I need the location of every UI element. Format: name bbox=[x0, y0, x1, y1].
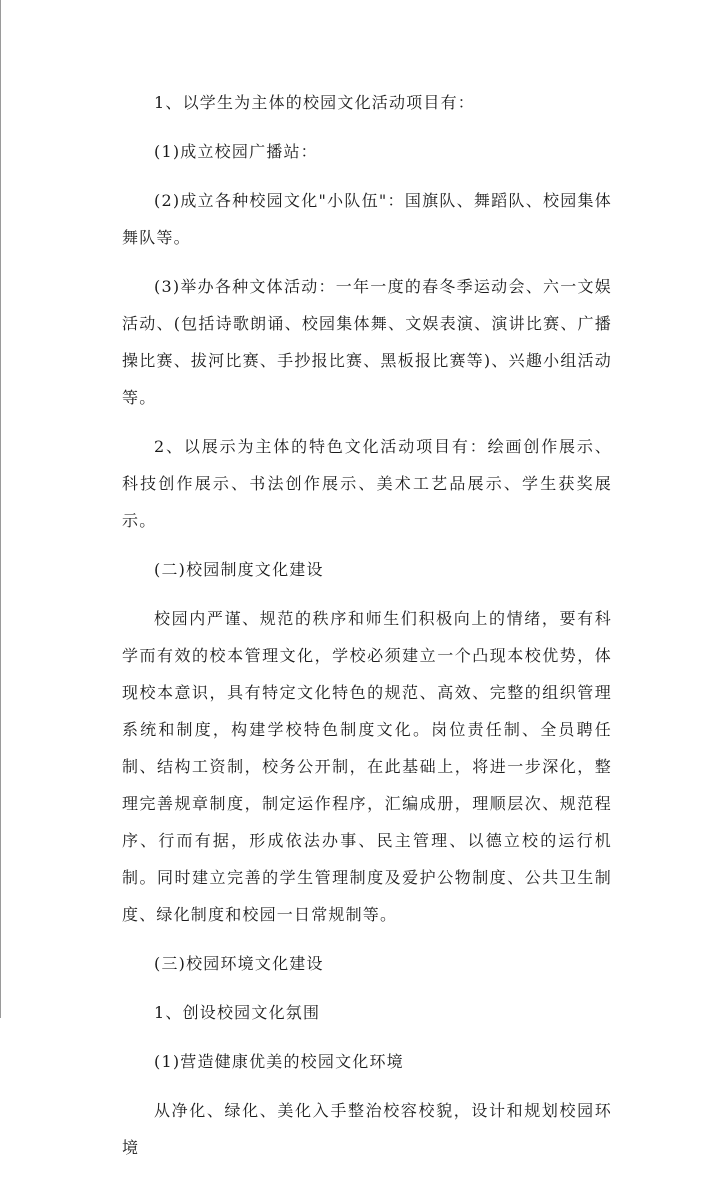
paragraph-item-environment: (1)营造健康优美的校园文化环境 bbox=[154, 1052, 404, 1071]
section-heading-system: (二)校园制度文化建设 bbox=[154, 560, 324, 579]
paragraph-activities-heading: 1、以学生为主体的校园文化活动项目有： bbox=[154, 93, 475, 112]
paragraph-item-teams: (2)成立各种校园文化"小队伍"：国旗队、舞蹈队、校园集体舞队等。 bbox=[122, 191, 612, 247]
paragraph-showcase-heading: 2、以展示为主体的特色文化活动项目有：绘画创作展示、科技创作展示、书法创作展示、美术工艺品展示、学生获奖展示。 bbox=[122, 437, 612, 530]
paragraph-atmosphere-heading: 1、创设校园文化氛围 bbox=[154, 1003, 321, 1022]
paragraph-environment-body: 从净化、绿化、美化入手整治校容校貌，设计和规划校园环境 bbox=[122, 1101, 612, 1157]
section-heading-environment: (三)校园环境文化建设 bbox=[154, 954, 324, 973]
paragraph-system-body: 校园内严谨、规范的秩序和师生们积极向上的情绪，要有科学而有效的校本管理文化，学校必须建立一个凸现本校优势，体现校本意识，具有特定文化特色的规范、高效、完整的组织管理系统和制度，构建学校特色制度文化。岗位责任制、全员聘任制、结构工资制，校务公开制，在此基础上，将进一步深化，整理完善规章制度，制定运作程序，汇编成册，理顺层次、规范程序、行而有据，形成依法办事、民主管理、以德立校的运行机制。同时建立完善的学生管理制度及爱护公物制度、公共卫生制度、绿化制度和校园一日常规制等。 bbox=[122, 609, 612, 924]
paragraph-item-broadcast: (1)成立校园广播站： bbox=[154, 142, 318, 161]
paragraph-item-events: (3)举办各种文体活动：一年一度的春冬季运动会、六一文娱活动、(包括诗歌朗诵、校园集体舞、文娱表演、演讲比赛、广播操比赛、拔河比赛、手抄报比赛、黑板报比赛等)、兴趣小组活动等。 bbox=[122, 277, 612, 407]
page-left-border bbox=[0, 0, 1, 1018]
document-body bbox=[122, 84, 612, 1178]
